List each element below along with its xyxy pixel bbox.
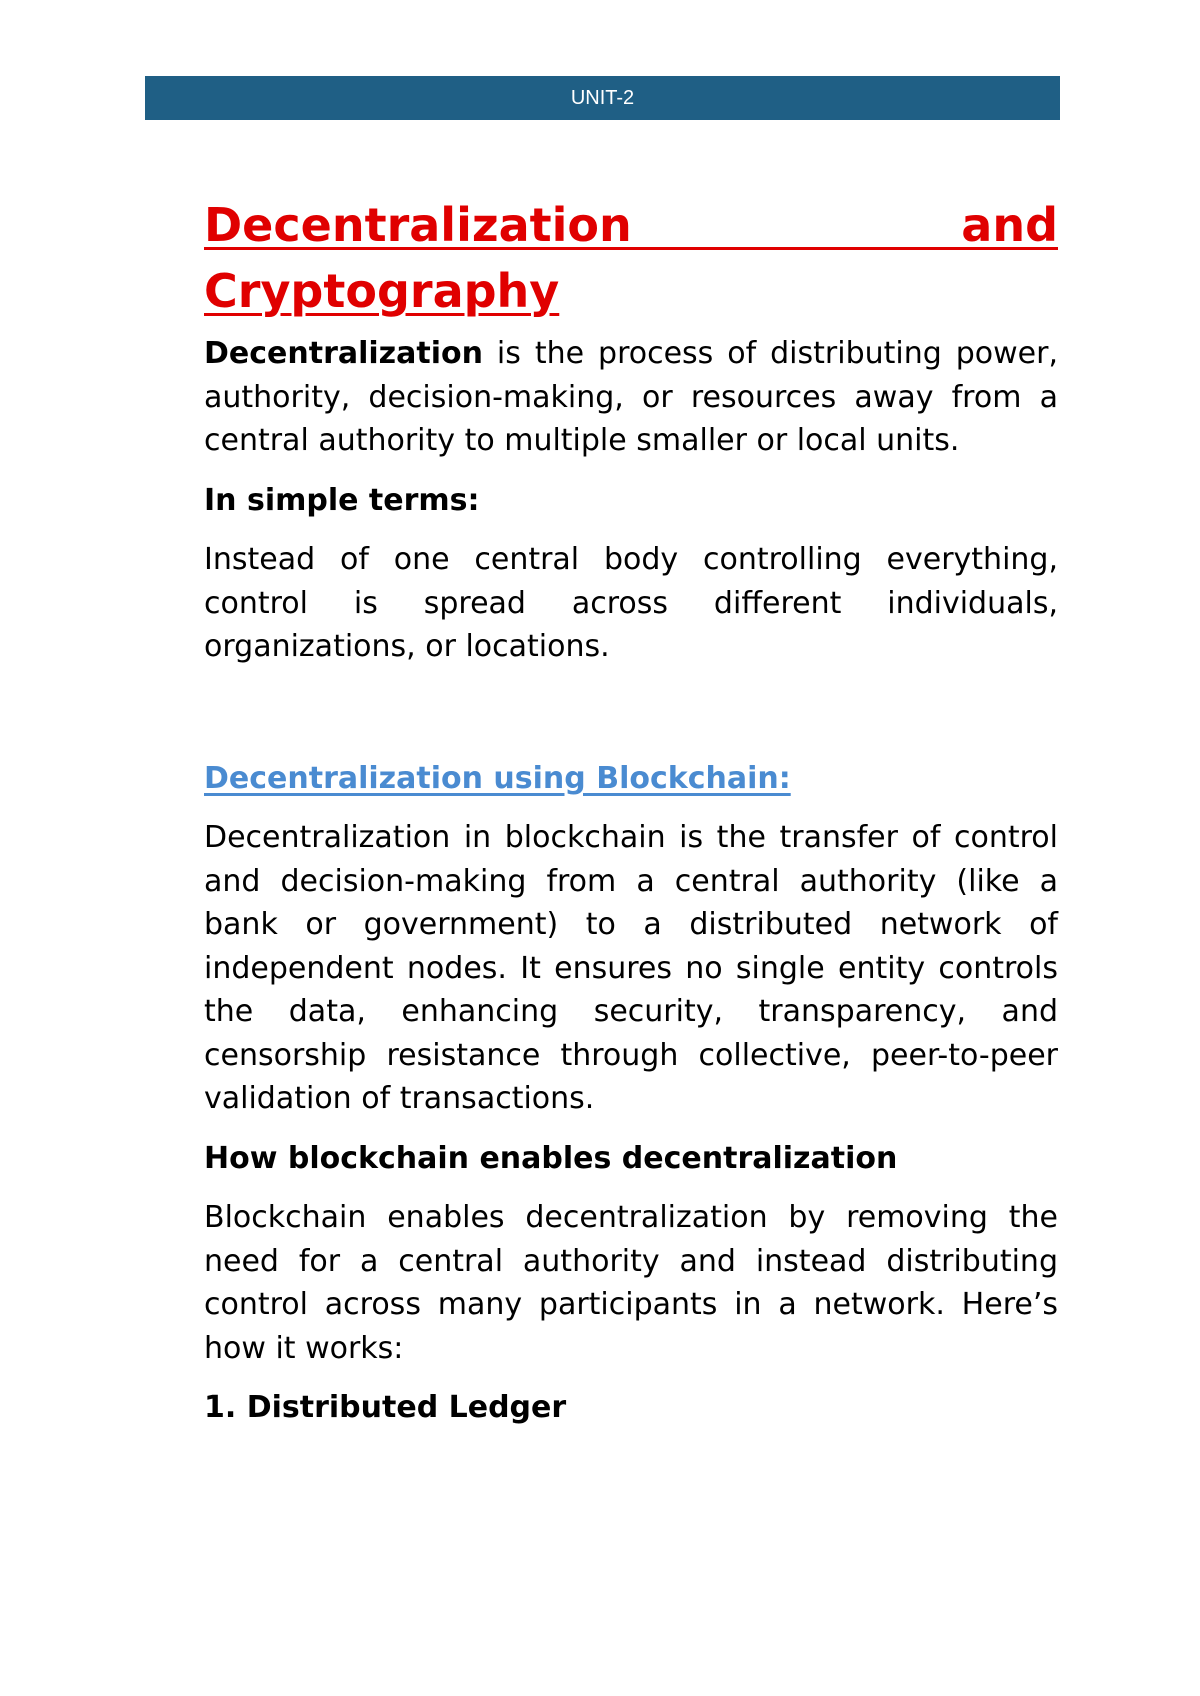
unit-label: UNIT-2 bbox=[570, 86, 635, 109]
intro-paragraph bbox=[204, 332, 1058, 463]
simple-terms-heading: In simple terms: bbox=[204, 482, 480, 518]
blockchain-paragraph: Decentralization in blockchain is the transfer of control and decision-making from a central authority (like a bank or government) to a distributed network of independent nodes. It ensures no single entity controls the data, enhancing security, transparency, and censorship resistance through collective, peer-to-peer validation of transactions. bbox=[204, 820, 1058, 1116]
simple-terms-paragraph: Instead of one central body controlling everything, control is spread across different individuals, organizations, or locations. bbox=[204, 542, 1058, 664]
document-title: Decentralization and Cryptography bbox=[204, 198, 1058, 318]
blockchain-section-heading: Decentralization using Blockchain: bbox=[204, 760, 791, 796]
how-section-heading: How blockchain enables decentralization bbox=[204, 1140, 898, 1176]
list-item-distributed-ledger: 1. Distributed Ledger bbox=[204, 1390, 567, 1425]
how-paragraph: Blockchain enables decentralization by removing the need for a central authority and instead distributing control across many participants in a network. Here’s how it works: bbox=[204, 1200, 1058, 1366]
unit-header-band bbox=[145, 76, 1060, 120]
intro-term: Decentralization bbox=[204, 336, 483, 371]
intro-definition: is the process of distributing power, authority, decision-making, or resources away from a central authority to multiple smaller or local units. bbox=[204, 336, 1058, 458]
document-body bbox=[204, 192, 1058, 1446]
